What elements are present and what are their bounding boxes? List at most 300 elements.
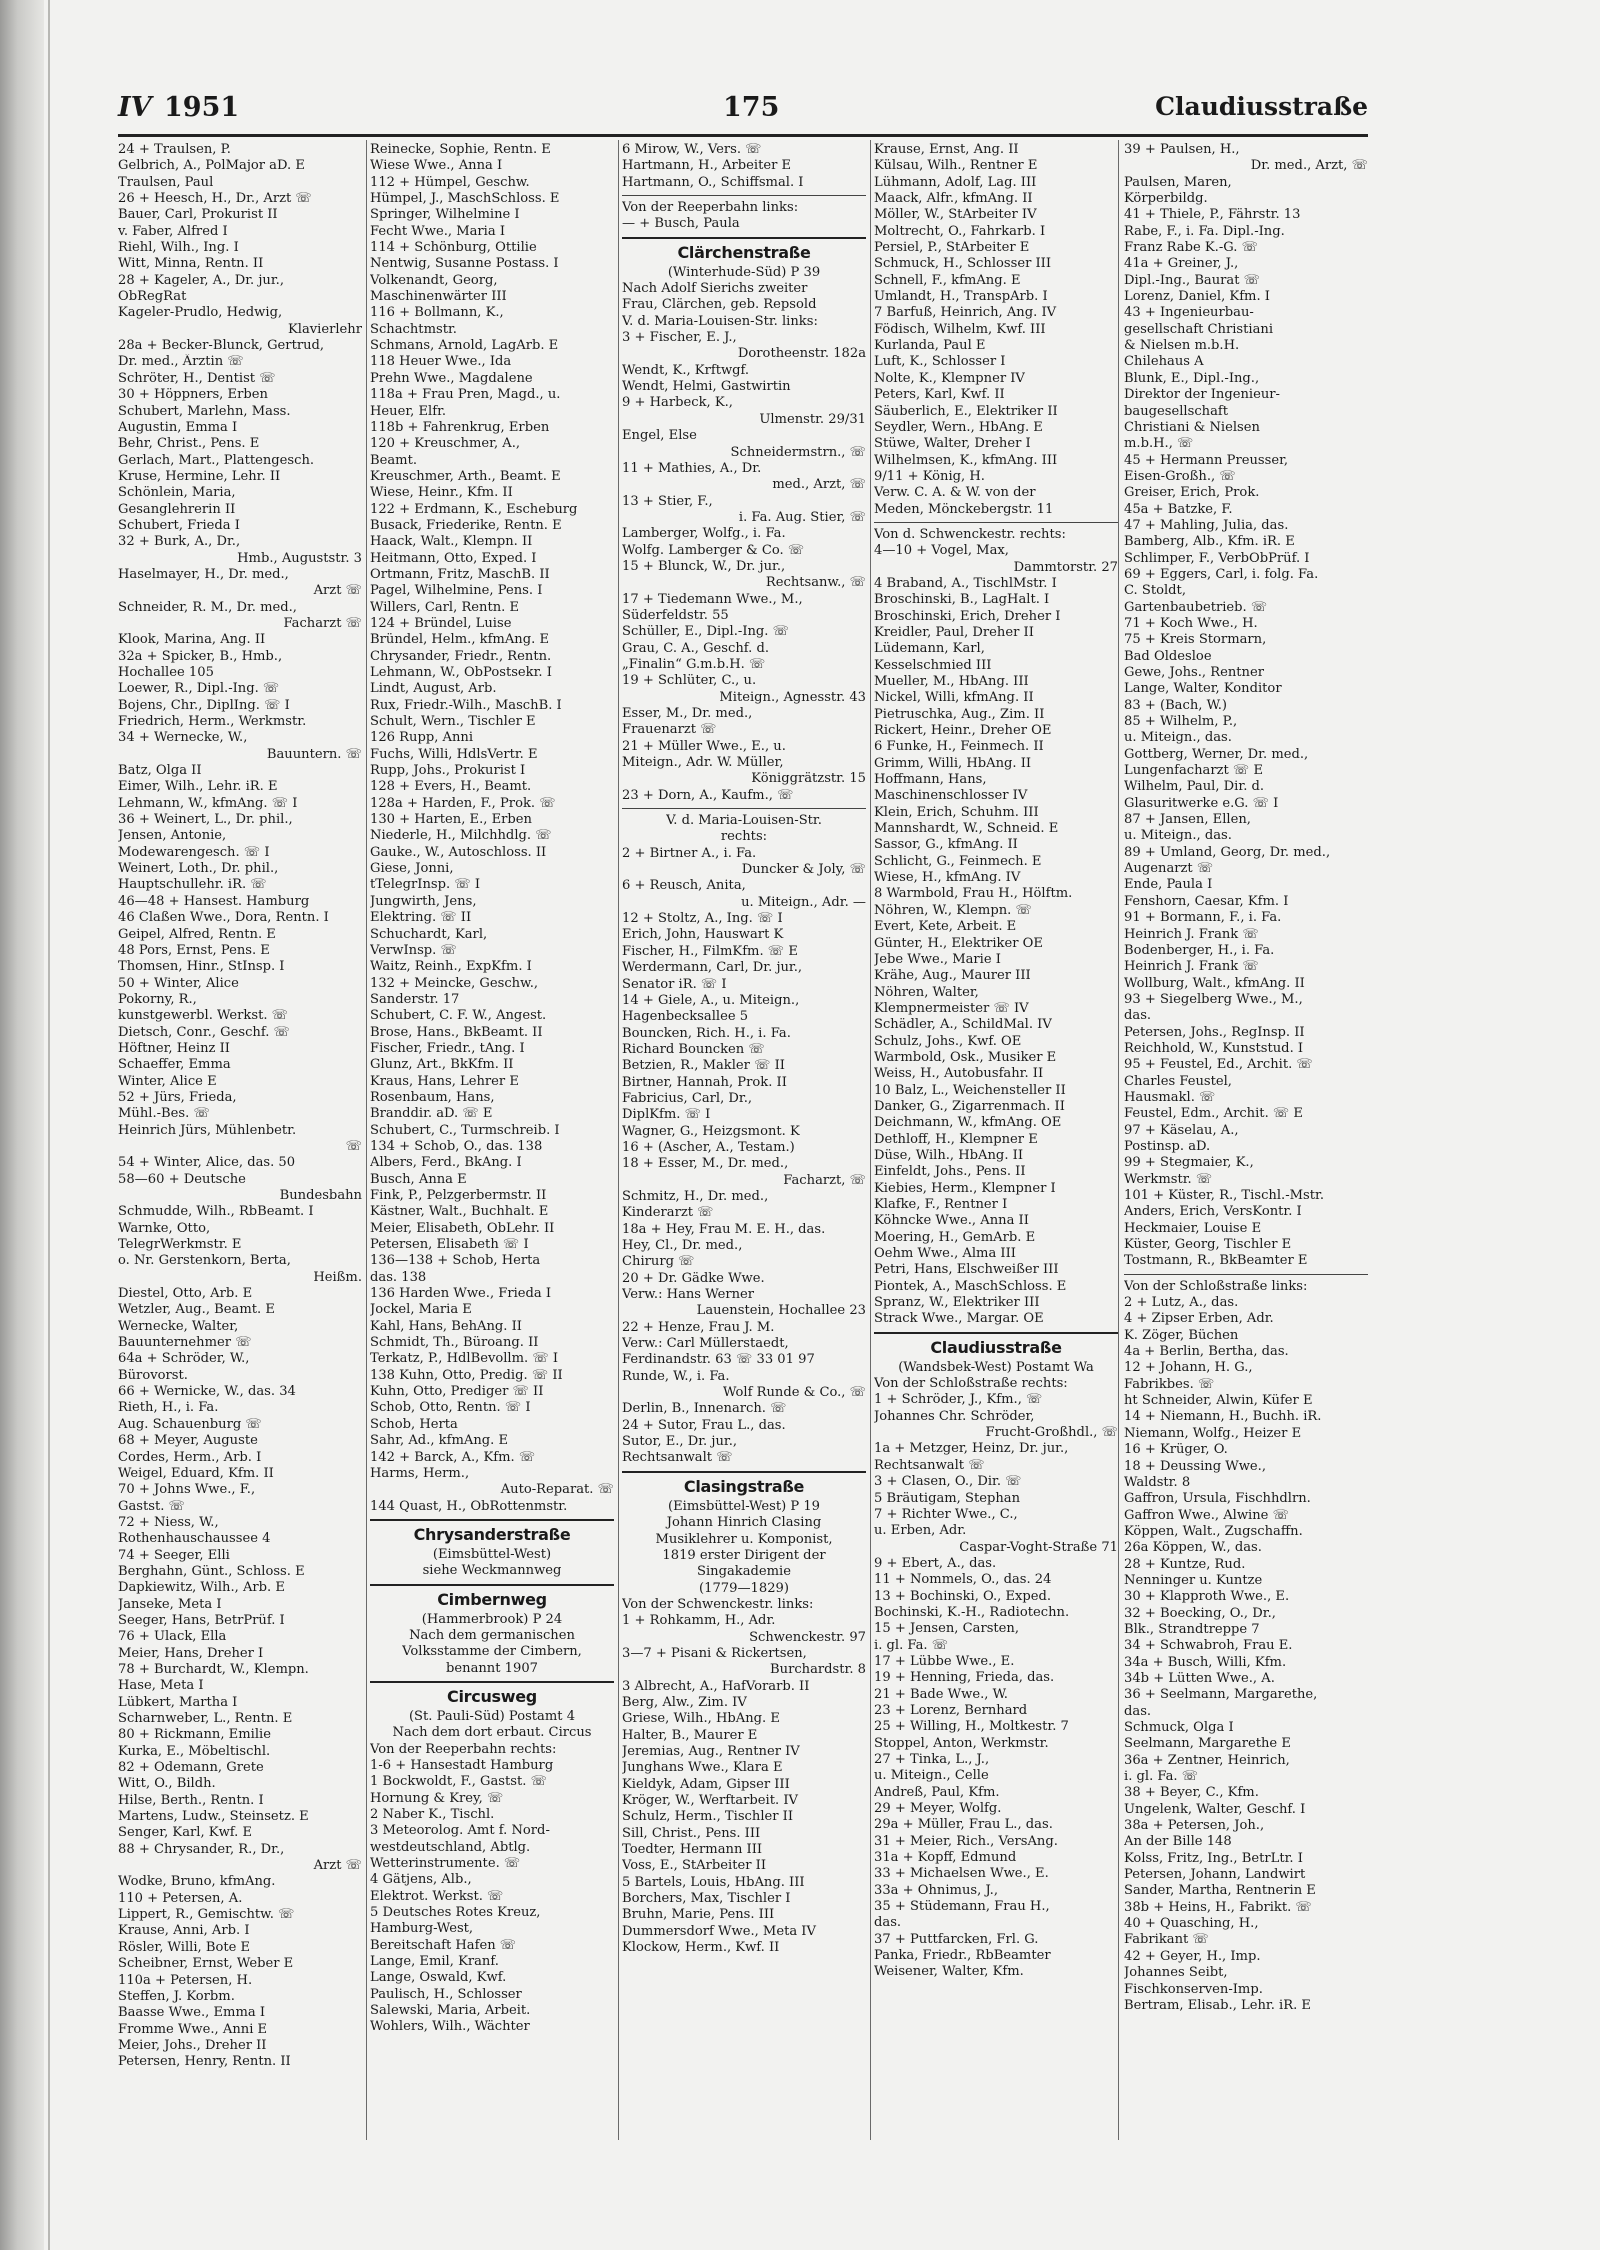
directory-entry-line: Schneider, R. M., Dr. med., [118, 599, 297, 615]
directory-entry-line: Junghans Wwe., Klara E [622, 1760, 783, 1776]
directory-entry-line: Klempnermeister ☏ IV [874, 1000, 1029, 1016]
directory-entry-line: Rickert, Heinr., Dreher OE [874, 723, 1052, 739]
directory-entry-line: Königgrätzstr. 15 [751, 771, 866, 787]
directory-entry-line: Lamberger, Wolfg., i. Fa. [622, 526, 786, 542]
directory-entry-line: 43 + Ingenieurbau- [1124, 305, 1254, 321]
directory-entry-line: 142 + Barck, A., Kfm. ☏ [370, 1449, 536, 1465]
directory-entry-line: Johannes Seibt, [1124, 1965, 1228, 1981]
directory-entry-line: Kesselschmied III [874, 657, 992, 673]
directory-entry-line: Wilhelmsen, K., kfmAng. III [874, 452, 1058, 468]
directory-entry-line: Nach dem germanischen [409, 1627, 575, 1643]
directory-entry-line: 19 + Schlüter, C., u. [622, 673, 757, 689]
directory-entry-line: 11 + Mathies, A., Dr. [622, 460, 762, 476]
directory-entry-line: Wohlers, Wilh., Wächter [370, 2019, 530, 2035]
directory-entry-line: 1819 erster Dirigent der [662, 1547, 826, 1563]
directory-entry-line: Schob, Herta [370, 1416, 458, 1432]
directory-entry-line: 120 + Kreuschmer, A., [370, 436, 521, 452]
directory-entry-line: 136—138 + Schob, Herta [370, 1253, 541, 1269]
directory-entry-line: Nentwig, Susanne Postass. I [370, 256, 559, 272]
directory-entry-line: Griese, Wilh., HbAng. E [622, 1711, 780, 1727]
directory-entry-line: Ungelenk, Walter, Geschf. I [1124, 1801, 1306, 1817]
directory-entry-line: 8 Warmbold, Frau H., Hölftm. [874, 886, 1073, 902]
directory-entry-line: Gottberg, Werner, Dr. med., [1124, 746, 1309, 762]
directory-entry-line: Lehmann, W., ObPostsekr. I [370, 665, 552, 680]
directory-entry-line: Wolfg. Lamberger & Co. ☏ [622, 542, 805, 558]
directory-entry-line: 78 + Burchardt, W., Klempn. [118, 1661, 309, 1677]
directory-entry-line: Wetterinstrumente. ☏ [370, 1856, 521, 1872]
directory-entry-line: 11 + Nommels, O., das. 24 [874, 1572, 1052, 1588]
directory-entry-line: Verw.: Carl Müllerstaedt, [622, 1336, 789, 1352]
directory-entry-line: Hase, Meta I [118, 1678, 204, 1694]
directory-entry-line: 71 + Koch Wwe., H. [1124, 615, 1258, 631]
directory-entry-line: Klavierlehr [288, 321, 362, 337]
directory-entry-line: Bojens, Chr., DiplIng. ☏ I [118, 697, 290, 713]
directory-entry-line: 16 + (Ascher, A., Testam.) [622, 1139, 795, 1155]
directory-entry-line: Baasse Wwe., Emma I [118, 2005, 266, 2021]
directory-entry-line: Fabrikbes. ☏ [1124, 1376, 1215, 1392]
directory-entry-line: 12 + Johann, H. G., [1124, 1360, 1253, 1376]
directory-entry-line: 26 + Heesch, H., Dr., Arzt ☏ [118, 191, 312, 207]
directory-entry-line: 34b + Lütten Wwe., A. [1124, 1670, 1275, 1686]
directory-entry-line: Sahr, Ad., kfmAng. E [370, 1433, 509, 1449]
directory-entry-line: 42 + Geyer, H., Imp. [1124, 1948, 1261, 1964]
column-divider [1118, 140, 1119, 2140]
directory-entry-line: Eimer, Wilh., Lehr. iR. E [118, 779, 278, 795]
directory-entry-line: Heitmann, Otto, Exped. I [370, 550, 537, 566]
directory-entry-line: Stüwe, Walter, Dreher I [874, 436, 1031, 452]
directory-entry-line: Schubert, C. F. W., Angest. [370, 1008, 547, 1024]
directory-entry-line: Dethloff, H., Klempner E [874, 1131, 1038, 1147]
directory-entry-line: Piontek, A., MaschSchloss. E [874, 1278, 1067, 1294]
directory-entry-line: 93 + Siegelberg Wwe., M., [1124, 991, 1303, 1007]
directory-entry-line: 18a + Hey, Frau M. E. H., das. [622, 1221, 826, 1237]
directory-entry-line: Süderfeldstr. 55 [622, 607, 729, 623]
directory-entry-line: Waldstr. 8 [1124, 1474, 1191, 1490]
directory-entry-line: Behr, Christ., Pens. E [118, 436, 260, 452]
directory-entry-line: Wernecke, Walter, [118, 1318, 239, 1334]
directory-entry-line: Chrysander, Friedr., Rentn. [370, 648, 552, 664]
directory-entry-line: 45 + Hermann Preusser, [1124, 452, 1289, 468]
directory-entry-line: Kästner, Walt., Buchhalt. E [370, 1204, 549, 1220]
directory-entry-line: Lungenfacharzt ☏ E [1124, 763, 1264, 779]
directory-entry-line: Fabrikant ☏ [1124, 1932, 1209, 1948]
directory-entry-line: Niemann, Wolfg., Heizer E [1124, 1425, 1302, 1441]
directory-entry-line: tTelegrInsp. ☏ I [370, 877, 481, 893]
directory-entry-line: Pietruschka, Aug., Zim. II [874, 706, 1045, 722]
directory-entry-line: Bauer, Carl, Prokurist II [118, 207, 278, 223]
directory-entry-line: Bertram, Elisab., Lehr. iR. E [1124, 1997, 1311, 2013]
directory-entry-line: Bamberg, Alb., Kfm. iR. E [1124, 534, 1295, 550]
directory-entry-line: Stoppel, Anton, Werkmstr. [874, 1735, 1049, 1751]
directory-entry-line: 122 + Erdmann, K., Escheburg [370, 501, 578, 517]
directory-entry-line: das. [1124, 1008, 1152, 1024]
directory-entry-line: 112 + Hümpel, Geschw. [370, 174, 530, 190]
directory-entry-line: Peters, Karl, Kwf. II [874, 387, 1005, 403]
directory-entry-line: m.b.H., ☏ [1124, 436, 1194, 452]
directory-entry-line: baugesellschaft [1124, 403, 1228, 419]
directory-entry-line: Schmuck, H., Schlosser III [874, 256, 1052, 272]
directory-entry-line: V. d. Maria-Louisen-Str. links: [622, 313, 818, 329]
directory-entry-line: Miteign., Agnesstr. 43 [719, 689, 866, 705]
directory-entry-line: u. Erben, Adr. [874, 1523, 967, 1539]
directory-entry-line: Direktor der Ingenieur- [1124, 387, 1280, 403]
directory-entry-line: 21 + Bade Wwe., W. [874, 1686, 1008, 1702]
directory-entry-line: 52 + Jürs, Frieda, [118, 1089, 237, 1105]
directory-entry-line: Schaeffer, Emma [118, 1057, 231, 1073]
directory-entry-line: Brose, Hans., BkBeamt. II [370, 1024, 543, 1040]
directory-entry-line: ObRegRat [118, 289, 187, 305]
directory-entry-line: Lange, Emil, Kranf. [370, 1954, 499, 1970]
directory-entry-line: Verw. C. A. & W. von der [874, 485, 1036, 501]
directory-entry-line: Giese, Jonni, [370, 861, 454, 877]
directory-entry-line: 22 + Henze, Frau J. M. [622, 1319, 775, 1335]
directory-entry-line: Nickel, Willi, kfmAng. II [874, 690, 1034, 706]
directory-entry-line: Sassor, G., kfmAng. II [874, 837, 1018, 853]
directory-entry-line: Friedrich, Herm., Werkmstr. [118, 714, 307, 730]
directory-entry-line: Weisener, Walter, Kfm. [874, 1964, 1024, 1980]
directory-entry-line: 26a Köppen, W., das. [1124, 1540, 1262, 1556]
page-number: 175 [723, 92, 780, 123]
directory-entry-line: Hmb., Auguststr. 3 [237, 550, 362, 566]
directory-entry-line: Kinderarzt ☏ [622, 1205, 714, 1221]
directory-entry-line: 23 + Dorn, A., Kaufm., ☏ [622, 787, 794, 803]
directory-entry-line: Dummersdorf Wwe., Meta IV [622, 1923, 816, 1939]
directory-entry-line: 7 Barfuß, Heinrich, Ang. IV [874, 305, 1057, 321]
directory-entry-line: 83 + (Bach, W.) [1124, 697, 1228, 713]
directory-entry-line: Johann Hinrich Clasing [666, 1515, 822, 1531]
directory-entry-line: Glasuritwerke e.G. ☏ I [1124, 795, 1279, 811]
directory-entry-line: Greiser, Erich, Prok. [1124, 485, 1260, 501]
directory-entry-line: 124 + Bründel, Luise [370, 615, 512, 631]
directory-entry-line: 75 + Kreis Stormarn, [1124, 632, 1267, 648]
directory-entry-line: 114 + Schönburg, Ottilie [370, 240, 537, 256]
directory-entry-line: 118b + Fahrenkrug, Erben [370, 419, 550, 435]
directory-entry-line: Werdermann, Carl, Dr. jur., [622, 960, 803, 976]
directory-entry-line: V. d. Maria-Louisen-Str. [666, 813, 822, 829]
directory-entry-line: Lippert, R., Gemischtw. ☏ [118, 1907, 295, 1923]
directory-entry-line: 85 + Wilhelm, P., [1124, 714, 1238, 730]
directory-entry-line: Seeger, Hans, BetrPrüf. I [118, 1612, 285, 1628]
directory-entry-line: Rechtsanwalt ☏ [874, 1457, 985, 1473]
directory-entry-line: Engel, Else [622, 428, 697, 444]
directory-entry-line: C. Stoldt, [1124, 583, 1186, 599]
directory-entry-line: Ende, Paula I [1124, 877, 1213, 893]
running-street-title: Claudiusstraße [1155, 92, 1368, 121]
directory-entry-line: 28a + Becker-Blunck, Gertrud, [118, 338, 325, 354]
directory-entry-line: Gerlach, Mart., Plattengesch. [118, 452, 315, 468]
directory-entry-line: 29 + Meyer, Wolfg. [874, 1801, 1002, 1817]
directory-entry-line: Bauunternehmer ☏ [118, 1335, 252, 1351]
directory-entry-line: Bad Oldesloe [1124, 648, 1212, 664]
directory-entry-line: Volksstamme der Cimbern, [402, 1644, 582, 1660]
directory-entry-line: Schuchardt, Karl, [370, 926, 488, 942]
directory-entry-line: Pagel, Wilhelmine, Pens. I [370, 583, 543, 599]
directory-entry-line: 80 + Rickmann, Emilie [118, 1727, 271, 1743]
directory-entry-line: Kolss, Fritz, Ing., BetrLtr. I [1124, 1850, 1303, 1866]
directory-entry-line: Schlicht, G., Feinmech. E [874, 853, 1042, 869]
directory-entry-line: Borchers, Max, Tischler I [622, 1891, 791, 1907]
directory-entry-line: Kurka, E., Möbeltischl. [118, 1743, 271, 1759]
column-divider [366, 140, 367, 2140]
directory-entry-line: DiplKfm. ☏ I [622, 1107, 711, 1123]
directory-entry-line: 23 + Lorenz, Bernhard [874, 1702, 1028, 1718]
directory-entry-line: Jensen, Antonie, [118, 828, 227, 844]
directory-entry-line: 13 + Stier, F., [622, 493, 713, 509]
directory-entry-line: Krause, Ernst, Ang. II [874, 142, 1019, 157]
directory-entry-line: Birtner, Hannah, Prok. II [622, 1074, 787, 1090]
directory-entry-line: 2 + Birtner A., i. Fa. [622, 845, 757, 861]
directory-entry-line: Frau, Clärchen, geb. Repsold [622, 297, 817, 313]
gutter-line [48, 0, 50, 2250]
directory-entry-line: Säuberlich, E., Elektriker II [874, 403, 1058, 419]
directory-entry-line: 34 + Schwabroh, Frau E. [1124, 1638, 1293, 1654]
directory-entry-line: Lorenz, Daniel, Kfm. I [1124, 289, 1270, 305]
directory-entry-line: Frauenarzt ☏ [622, 722, 717, 738]
directory-entry-line: Gastst. ☏ [118, 1498, 185, 1514]
directory-entry-line: Gaffron Wwe., Alwine ☏ [1124, 1507, 1289, 1523]
directory-entry-line: Salewski, Maria, Arbeit. [370, 2003, 531, 2019]
directory-entry-line: Geipel, Alfred, Rentn. E [118, 926, 276, 942]
directory-entry-line: Scheibner, Ernst, Weber E [118, 1956, 294, 1972]
directory-entry-line: 46—48 + Hansest. Hamburg [118, 893, 310, 909]
directory-entry-line: Schubert, Frieda I [118, 517, 240, 533]
directory-entry-line: das. [874, 1915, 902, 1931]
directory-entry-line: Sutor, E., Dr. jur., [622, 1434, 738, 1450]
directory-entry-line: Nach dem dort erbaut. Circus [392, 1725, 592, 1741]
directory-entry-line: Diestel, Otto, Arb. E [118, 1286, 253, 1302]
directory-entry-line: Meden, Mönckebergstr. 11 [874, 501, 1054, 517]
directory-entry-line: 15 + Jensen, Carsten, [874, 1621, 1020, 1637]
street-heading: Circusweg [370, 1681, 614, 1707]
directory-entry-line: Nöhren, Walter, [874, 984, 979, 1000]
directory-entry-line: Mühl.-Bes. ☏ [118, 1106, 210, 1122]
directory-entry-line: Jebe Wwe., Marie I [874, 951, 1001, 967]
street-heading: Cimbernweg [370, 1584, 614, 1610]
directory-entry-line: Lange, Walter, Konditor [1124, 681, 1282, 697]
directory-entry-line: 6 Mirow, W., Vers. ☏ [622, 142, 762, 157]
directory-entry-line: Elektrot. Werkst. ☏ [370, 1888, 504, 1904]
directory-entry-line: Dietsch, Conr., Geschf. ☏ [118, 1024, 290, 1040]
directory-entry-line: Schubert, C., Turmschreib. I [370, 1122, 560, 1138]
directory-entry-line: Bochinski, K.-H., Radiotechn. [874, 1604, 1070, 1620]
directory-entry-line: Terkatz, P., HdlBevollm. ☏ I [370, 1351, 559, 1367]
directory-entry-line: Gartenbaubetrieb. ☏ [1124, 599, 1268, 615]
directory-entry-line: benannt 1907 [446, 1660, 538, 1676]
directory-entry-line: Heinrich J. Frank ☏ [1124, 926, 1259, 942]
directory-entry-line: Sander, Martha, Rentnerin E [1124, 1883, 1316, 1899]
directory-entry-line: Wendt, Helmi, Gastwirtin [622, 379, 791, 395]
directory-entry-line: 138 Kuhn, Otto, Predig. ☏ II [370, 1367, 563, 1383]
directory-entry-line: Petersen, Johs., RegInsp. II [1124, 1024, 1305, 1040]
directory-entry-line: Hochallee 105 [118, 665, 214, 680]
directory-entry-line: Jockel, Maria E [370, 1302, 472, 1318]
directory-entry-line: 54 + Winter, Alice, das. 50 [118, 1155, 296, 1171]
directory-entry-line: Paulsen, Maren, [1124, 174, 1232, 190]
directory-entry-line: Günter, H., Elektriker OE [874, 935, 1043, 951]
directory-entry-line: Johannes Chr. Schröder, [874, 1408, 1035, 1424]
directory-entry-line: Klockow, Herm., Kwf. II [622, 1940, 780, 1956]
directory-entry-line: Hartmann, O., Schiffsmal. I [622, 174, 804, 190]
directory-entry-line: Singakademie [696, 1564, 791, 1580]
directory-entry-line: Prehn Wwe., Magdalene [370, 370, 533, 386]
directory-entry-line: Rupp, Johs., Prokurist I [370, 763, 526, 779]
directory-entry-line: 25 + Willing, H., Moltkestr. 7 [874, 1719, 1069, 1735]
directory-entry-line: Witt, O., Bildh. [118, 1776, 216, 1792]
directory-entry-line: Haselmayer, H., Dr. med., [118, 566, 289, 582]
directory-entry-line: Beamt. [370, 452, 418, 468]
directory-entry-line: Petersen, Johann, Landwirt [1124, 1867, 1306, 1883]
directory-entry-line: 20 + Dr. Gädke Wwe. [622, 1270, 765, 1286]
directory-entry-line: 46 Claßen Wwe., Dora, Rentn. I [118, 910, 329, 926]
directory-entry-line: Grimm, Willi, HbAng. II [874, 755, 1032, 771]
directory-entry-line: Nach Adolf Sierichs zweiter [622, 281, 808, 297]
directory-entry-line: Schubert, Marlehn, Mass. [118, 403, 291, 419]
directory-entry-line: Bauuntern. ☏ [266, 746, 362, 762]
directory-entry-line: kunstgewerbl. Werkst. ☏ [118, 1008, 289, 1024]
directory-entry-line: Schmidt, Th., Büroang. II [370, 1335, 539, 1351]
directory-entry-line: Berghahn, Günt., Schloss. E [118, 1563, 305, 1579]
directory-entry-line: Augenarzt ☏ [1124, 861, 1214, 877]
directory-entry-line: 38a + Petersen, Joh., [1124, 1818, 1265, 1834]
directory-entry-line: Senator iR. ☏ I [622, 976, 727, 992]
directory-entry-line: Kahl, Hans, BehAng. II [370, 1318, 522, 1334]
directory-entry-line: Warnke, Otto, [118, 1220, 211, 1236]
directory-entry-line: Schmitz, H., Dr. med., [622, 1188, 769, 1204]
directory-entry-line: Fecht Wwe., Maria I [370, 223, 506, 239]
directory-entry-line: Fromme Wwe., Anni E [118, 2021, 268, 2037]
directory-entry-line: 9 + Harbeck, K., [622, 395, 733, 411]
directory-entry-line: Schmans, Arnold, LagArb. E [370, 338, 559, 354]
directory-entry-line: Panka, Friedr., RbBeamter [874, 1948, 1051, 1964]
section-rule [622, 195, 866, 196]
directory-entry-line: Fenshorn, Caesar, Kfm. I [1124, 893, 1289, 909]
directory-entry-line: 89 + Umland, Georg, Dr. med., [1124, 844, 1331, 860]
directory-column-5 [1124, 142, 1368, 2202]
directory-entry-line: Schönlein, Maria, [118, 485, 236, 501]
directory-entry-line: Lauenstein, Hochallee 23 [696, 1303, 866, 1319]
directory-entry-line: Wiese, H., kfmAng. IV [874, 870, 1021, 886]
directory-entry-line: rechts: [720, 829, 768, 845]
directory-entry-line: Hauptschullehr. iR. ☏ [118, 877, 267, 893]
directory-entry-line: Dipl.-Ing., Baurat ☏ [1124, 272, 1261, 288]
directory-entry-line: 1 + Schröder, J., Kfm., ☏ [874, 1392, 1043, 1408]
directory-entry-line: ht Schneider, Alwin, Küfer E [1124, 1393, 1313, 1409]
directory-entry-line: Maack, Alfr., kfmAng. II [874, 191, 1033, 207]
street-heading: Clärchenstraße [622, 237, 866, 263]
directory-entry-line: Glunz, Art., BkKfm. II [370, 1057, 514, 1073]
directory-entry-line: Aug. Schauenburg ☏ [118, 1416, 262, 1432]
directory-entry-line: Halter, B., Maurer E [622, 1727, 758, 1743]
directory-entry-line: Tostmann, R., BkBeamter E [1124, 1253, 1308, 1269]
directory-entry-line: 97 + Käselau, A., [1124, 1122, 1239, 1138]
directory-entry-line: Haack, Walt., Klempn. II [370, 534, 533, 550]
directory-entry-line: Witt, Minna, Rentn. II [118, 256, 264, 272]
directory-entry-line: Kuhn, Otto, Prediger ☏ II [370, 1384, 544, 1400]
directory-entry-line: Umlandt, H., TranspArb. I [874, 289, 1048, 305]
directory-entry-line: Seelmann, Margarethe E [1124, 1736, 1291, 1752]
directory-year: 1951 [164, 92, 240, 123]
directory-entry-line: 2 Naber K., Tischl. [370, 1807, 495, 1822]
directory-entry-line: Küster, Georg, Tischler E [1124, 1237, 1292, 1253]
directory-entry-line: 1a + Metzger, Heinz, Dr. jur., [874, 1441, 1069, 1457]
street-heading: Chrysanderstraße [370, 1519, 614, 1545]
directory-entry-line: 36a + Zentner, Heinrich, [1124, 1752, 1290, 1768]
directory-entry-line: 9/11 + König, H. [874, 468, 985, 484]
directory-entry-line: Schüller, E., Dipl.-Ing. ☏ [622, 624, 790, 640]
directory-entry-line: Schulz, Herm., Tischler II [622, 1809, 794, 1825]
directory-entry-line: Riehl, Wilh., Ing. I [118, 240, 239, 256]
directory-entry-line: Düse, Wilh., HbAng. II [874, 1147, 1023, 1163]
directory-entry-line: 39 + Paulsen, H., [1124, 142, 1240, 157]
directory-entry-line: Maschinenschlosser IV [874, 788, 1028, 804]
directory-entry-line: 3 + Fischer, E. J., [622, 330, 737, 346]
directory-entry-line: Schlimper, F., VerbObPrüf. I [1124, 550, 1310, 566]
directory-entry-line: 126 Rupp, Anni [370, 730, 474, 746]
directory-entry-line: Dr. med., Arzt, ☏ [1250, 158, 1368, 174]
directory-entry-line: 1-6 + Hansestadt Hamburg [370, 1757, 554, 1773]
directory-entry-line: 6 Funke, H., Feinmech. II [874, 739, 1044, 755]
directory-entry-line: Höftner, Heinz II [118, 1040, 230, 1056]
directory-entry-line: Weigel, Eduard, Kfm. II [118, 1465, 274, 1481]
section-rule [622, 808, 866, 809]
directory-entry-line: Danker, G., Zigarrenmach. II [874, 1098, 1065, 1114]
directory-entry-line: Pokorny, R., [118, 991, 197, 1007]
directory-entry-line: Martens, Ludw., Steinsetz. E [118, 1809, 309, 1825]
directory-entry-line: Petri, Hans, Elschweißer III [874, 1262, 1059, 1278]
directory-entry-line: Schachtmstr. [370, 321, 457, 337]
directory-entry-line: o. Nr. Gerstenkorn, Berta, [118, 1253, 291, 1269]
directory-entry-line: u. Miteign., Celle [874, 1768, 989, 1784]
directory-entry-line: 5 Bartels, Louis, HbAng. III [622, 1874, 805, 1890]
directory-entry-line: 3 Albrecht, A., HafVorarb. II [622, 1678, 810, 1694]
directory-entry-line: Strack Wwe., Margar. OE [874, 1311, 1044, 1327]
directory-entry-line: Kurlanda, Paul E [874, 338, 986, 354]
directory-entry-line: Spranz, W., Elektriker III [874, 1295, 1040, 1311]
directory-entry-line: Busch, Anna E [370, 1171, 467, 1187]
directory-entry-line: 134 + Schob, O., das. 138 [370, 1138, 543, 1154]
directory-entry-line: Möller, W., StArbeiter IV [874, 207, 1037, 223]
directory-column-3 [622, 142, 866, 2202]
directory-entry-line: 18 + Deussing Wwe., [1124, 1458, 1266, 1474]
directory-entry-line: Meier, Hans, Dreher I [118, 1645, 264, 1661]
directory-entry-line: „Finalin“ G.m.b.H. ☏ [622, 656, 766, 672]
volume-number: IV [118, 92, 152, 123]
directory-entry-line: 15 + Blunck, W., Dr. jur., [622, 558, 786, 574]
directory-entry-line: 3 + Clasen, O., Dir. ☏ [874, 1474, 1022, 1490]
directory-entry-line: Chilehaus A [1124, 354, 1204, 370]
directory-entry-line: Modewarengesch. ☏ I [118, 844, 270, 860]
directory-entry-line: (Eimsbüttel-West) P 19 [668, 1498, 820, 1514]
directory-entry-line: Arzt ☏ [313, 583, 362, 599]
directory-entry-line: Rösler, Willi, Bote E [118, 1939, 251, 1955]
directory-entry-line: Heckmaier, Louise E [1124, 1220, 1262, 1236]
directory-entry-line: Nöhren, W., Klempn. ☏ [874, 902, 1032, 918]
directory-entry-line: VerwInsp. ☏ [370, 942, 457, 958]
directory-entry-line: (Hammerbrook) P 24 [421, 1611, 563, 1627]
directory-entry-line: Gesanglehrerin II [118, 501, 236, 517]
directory-entry-line: An der Bille 148 [1124, 1834, 1232, 1850]
directory-entry-line: Hornung & Krey, ☏ [370, 1790, 504, 1806]
directory-entry-line: Facharzt ☏ [283, 615, 362, 631]
directory-entry-line: Kröger, W., Werftarbeit. IV [622, 1793, 798, 1808]
directory-entry-line: Krause, Anni, Arb. I [118, 1923, 250, 1939]
directory-entry-line: Klook, Marina, Ang. II [118, 632, 266, 648]
directory-entry-line: 24 + Traulsen, P. [118, 142, 231, 157]
directory-entry-line: Arzt ☏ [313, 1858, 362, 1874]
directory-entry-line: Gewe, Johs., Rentner [1124, 665, 1265, 680]
directory-entry-line: Traulsen, Paul [118, 174, 214, 190]
directory-entry-line: Sill, Christ., Pens. III [622, 1825, 761, 1841]
